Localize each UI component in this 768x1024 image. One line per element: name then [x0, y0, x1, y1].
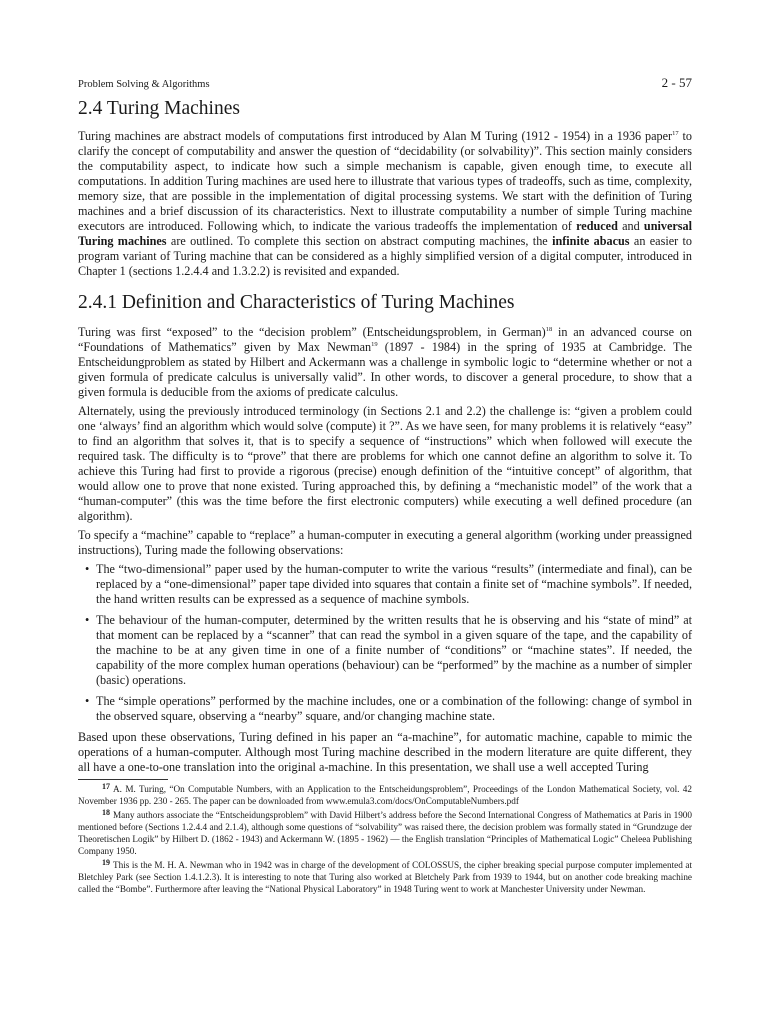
- footnote-divider: [78, 779, 168, 780]
- paragraph-a-machine: Based upon these observations, Turing defined in his paper an “a-machine”, for automatic machine, capable to mimic the operations of a human-computer. Although most Turing machine described in the modern literature are quite different, they all have a one-to-one translation into the original a-machine. In this presentation, we shall use a well accepted Turing: [78, 730, 692, 774]
- running-title: Problem Solving & Algorithms: [78, 79, 210, 90]
- footnote-17: 17 A. M. Turing, “On Computable Numbers, with an Application to the Entscheidungsproblem”, Proceedings of the London Mathematical Society, vol. 42 November 1936 pp. 230 - 265. The paper can be downloaded from www.emula3.com/docs/OnComputableNumbers.pdf: [78, 782, 692, 806]
- list-item: • The behaviour of the human-computer, determined by the written results that he is observing and his “state of mind” at that moment can be replaced by a “scanner” that can read the symbol in a given square of the tape, and the capability of the machine to be at any given time in one of a finite number of “conditions” or “machine states”. If needed, the capability of the more complex human operations (behaviour) can be “performed” by the machine as a number of simpler (basic) operations.: [85, 613, 692, 687]
- observations-list: [78, 562, 692, 724]
- footnote-ref-19: 19: [371, 341, 378, 348]
- paragraph-decision-problem: Turing was first “exposed” to the “decision problem” (Entscheidungsproblem, in German)$^{18}$ in an advanced course on “Foundations of Mathematics” given by Max Newman$^{19}$ (1897 - 1984) in the spring of 1935 at Cambridge. The Entscheidungproblem as stated by Hilbert and Ackermann was a challenge in symbolic logic to “determine whether or not a given formula of predicate calculus is universally valid”. In other words, to discover a general procedure, to show that a given formula is deducible from the axioms of predicate calculus.: [78, 325, 692, 399]
- bullet-icon: •: [85, 613, 90, 627]
- section-title: 2.4 Turing Machines: [78, 98, 240, 119]
- page-number: 2 - 57: [661, 75, 692, 90]
- bullet-icon: •: [85, 694, 90, 708]
- section-intro-paragraph: Turing machines are abstract models of computations first introduced by Alan M Turing (1912 - 1954) in a 1936 paper$^{17}$ to clarify the concept of computability and answer the question of “decidability (or solvability)”. This section mainly considers the computability aspect, to indicate how such a simple mechanism is capable, given enough time, to execute all computations. In addition Turing machines are used here to illustrate that various types of tradeoffs, such as time, complexity, memory size, that are possible in the implementation of digital processing systems. We start with the definition of Turing machines and a brief discussion of its characteristics. Next to illustrate computability a number of simple Turing machine executors are introduced. Following which, to indicate the various tradeoffs the implementation of reduced and universal Turing machines are outlined. To complete this section on abstract computing machines, the infinite abacus an easier to program variant of Turing machine that can be considered as a highly simplified version of a digital computer, introduced in Chapter 1 (sections 1.2.4.4 and 1.3.2.2) is revisited and expanded.: [78, 129, 693, 278]
- footnote-19: 19 This is the M. H. A. Newman who in 1942 was in charge of the development of COLOSSUS, the cipher breaking special purpose computer implemented at Bletchley Park (see Section 1.4.1.2.3). It is interesting to note that Turing also worked at Bletchely Park from 1939 to 1944, but on another code breaking machine called the “Bombe”. Furthermore after leaving the “National Physical Laboratory” in 1948 Turing went to work at Manchester University under Newman.: [78, 858, 692, 894]
- list-item: • The “two-dimensional” paper used by the human-computer to write the various “results” (intermediate and final), can be replaced by a “one-dimensional” paper tape divided into squares that contain a finite set of “machine symbols”. If needed, the hand written results can be expressed as a sequence of machine symbols.: [85, 562, 692, 606]
- footnote-18: 18 Many authors associate the “Entscheidungsproblem” with David Hilbert’s address before the Second International Congress of Mathematics at Paris in 1900 mentioned before (Sections 1.2.4.4 and 2.1.4), although some questions of “solvability” was raised there, the decision problem was formally stated in “Grundzuge der Theoretischen Logik” by Hilbert D. (1862 - 1943) and Ackermann W. (1895 - 1962) — the English translation “Principles of Mathematical Logic” Cheleea Publishing Company 1950.: [78, 808, 692, 856]
- paragraph-observations-intro: To specify a “machine” capable to “replace” a human-computer in executing a general algorithm (working under preassigned instructions), Turing made the following observations:: [78, 528, 692, 557]
- footnote-ref-17: 17: [672, 130, 679, 137]
- list-item: • The “simple operations” performed by the machine includes, one or a combination of the following: change of symbol in the observed square, observing a “nearby” square, and/or changing machine state.: [85, 694, 692, 723]
- footnote-ref-18: 18: [545, 326, 553, 333]
- paragraph-alternately: Alternately, using the previously introduced terminology (in Sections 2.1 and 2.2) the challenge is: “given a problem could one ‘always’ find an algorithm which would solve (compute) it ?”. As we have seen, for many problems it is relatively “easy” to find an algorithm that solves it, that is to specify a sequence of “instructions” which when followed will execute the required task. The difficulty is to “prove” that there are problems for which one cannot define an algorithm to solve it. To achieve this Turing had first to provide a rigorous (precise) enough definition of the “intuitive concept” of algorithm, that would allow one to prove that none existed. Turing approached this, by defining a “mechanistic model” of the work that a “human-computer” (this was the time before the first electronic computers) while executing a well defined procedure (an algorithm).: [78, 404, 692, 523]
- running-header: [78, 75, 692, 93]
- bullet-icon: •: [85, 562, 90, 576]
- document-page: [78, 75, 692, 897]
- subsection-title: 2.4.1 Definition and Characteristics of Turing Machines: [78, 292, 515, 313]
